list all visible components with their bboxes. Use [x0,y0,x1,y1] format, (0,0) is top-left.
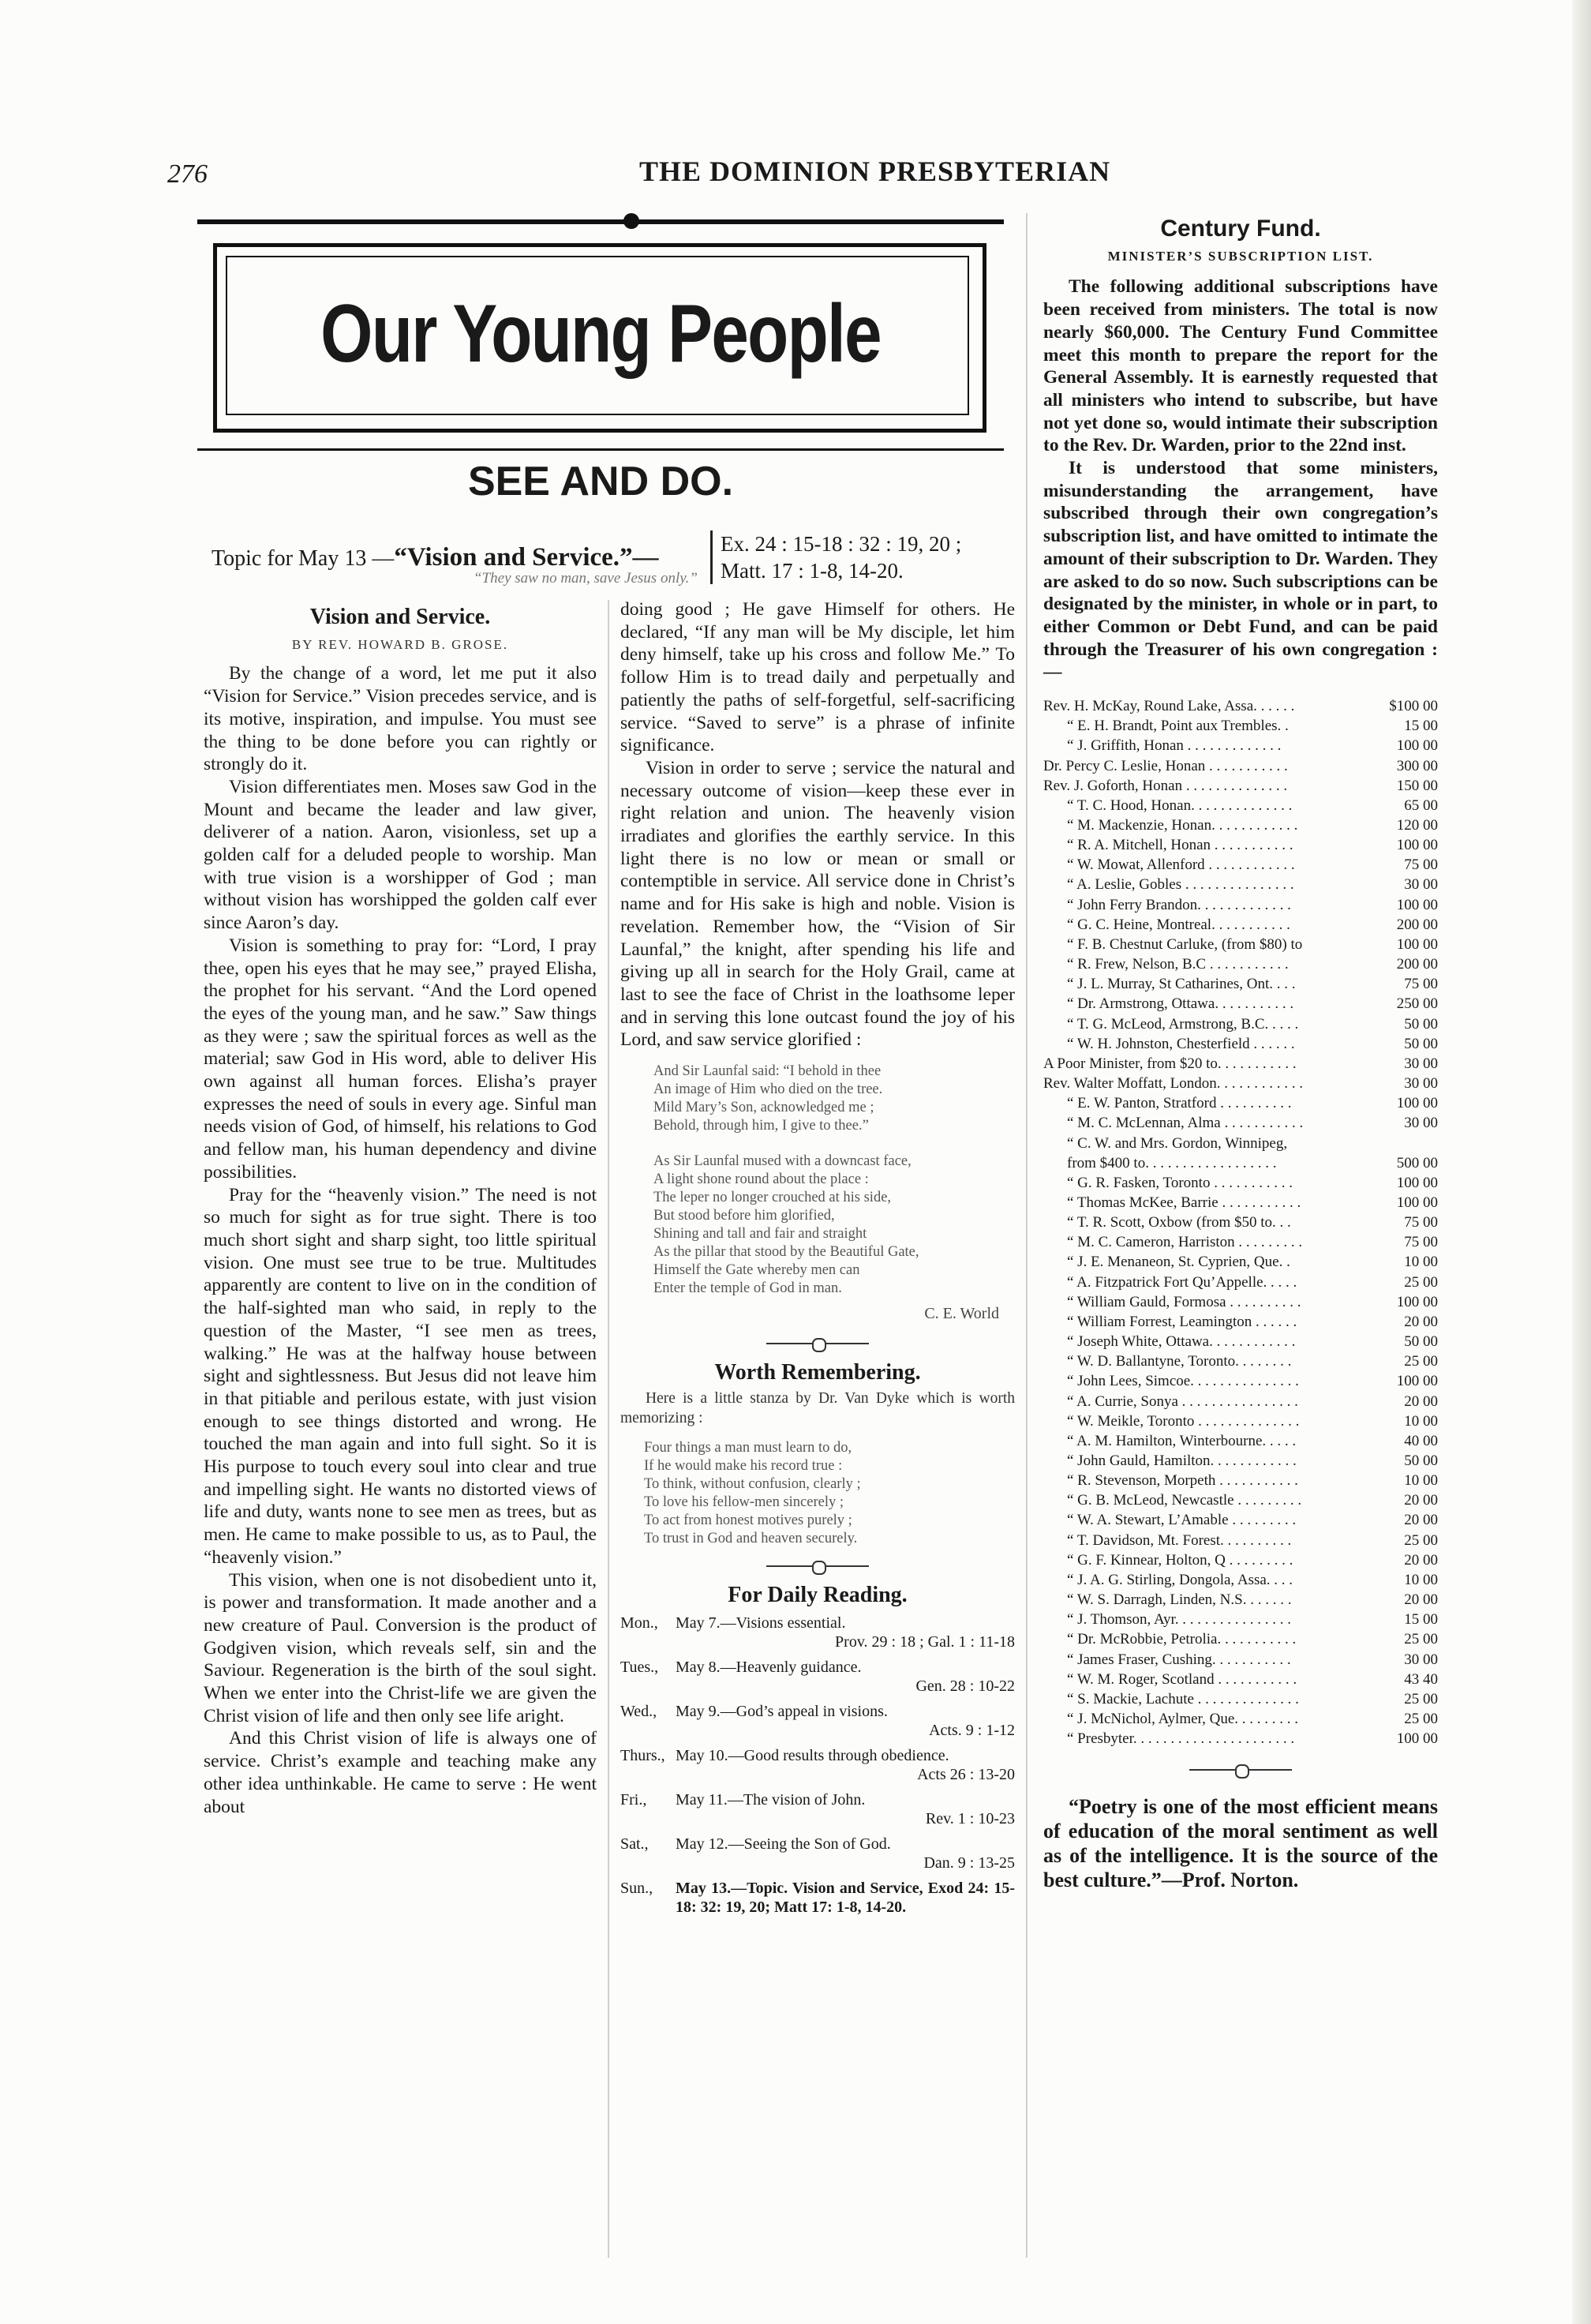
subscription-amount: 25 00 [1404,1690,1438,1707]
subscription-amount: 15 00 [1404,1611,1438,1629]
subscriber-name: “ W. Meikle, Toronto . . . . . . . . . . . . . . [1067,1412,1300,1430]
subscription-amount: 10 00 [1404,1254,1438,1271]
subscription-row [1043,1113,1438,1133]
poem-line: As Sir Launfal mused with a downcast face, [653,1153,912,1170]
reading-body [676,1790,1015,1828]
subscriber-name: “ T. Davidson, Mt. Forest. . . . . . . . . . [1067,1531,1292,1549]
subscriber-name: “ R. Frew, Nelson, B.C . . . . . . . . . . . [1067,956,1289,973]
subscriber-name: “ James Fraser, Cushing. . . . . . . . . . . [1067,1651,1291,1668]
poem-line: To think, without confusion, clearly ; [644,1476,861,1493]
section-divider-ornament [1189,1769,1292,1771]
subscriber-name: “ William Gauld, Formosa . . . . . . . . . . [1067,1293,1301,1310]
subscriber-name: Dr. Percy C. Leslie, Honan . . . . . . . . . . . [1043,757,1288,774]
subscription-amount: 20 00 [1404,1313,1438,1330]
poem-line: To love his fellow-men sincerely ; [644,1494,844,1511]
subscriber-name: “ Thomas McKee, Barrie . . . . . . . . . . . [1067,1194,1301,1211]
subscription-row [1043,1650,1438,1670]
subscription-row [1043,1490,1438,1510]
subscription-amount: 150 00 [1396,777,1438,794]
reading-reference: Acts 26 : 13-20 [917,1766,1015,1784]
subscriber-name: “ J. E. Menaneon, St. Cyprien, Que. . [1067,1254,1290,1271]
subscription-row [1043,1670,1438,1689]
subscriber-name: “ C. W. and Mrs. Gordon, Winnipeg, [1067,1134,1288,1152]
poem-line: And Sir Launfal said: “I behold in thee [653,1063,882,1080]
subscriber-name: “ M. C. McLennan, Alma . . . . . . . . . . . [1067,1115,1304,1132]
poem-line: Behold, through him, I give to thee.” [653,1118,869,1134]
subscriber-name: “ J. A. G. Stirling, Dongola, Assa. . . . [1067,1571,1293,1588]
subscription-amount: 500 00 [1396,1154,1438,1171]
reading-reference: Gen. 28 : 10-22 [915,1677,1015,1696]
subscription-row [1043,1312,1438,1332]
subscription-amount: 20 00 [1404,1512,1438,1529]
subscription-row [1043,1014,1438,1034]
subscription-amount: 50 00 [1404,1333,1438,1351]
subscription-amount: 25 00 [1404,1711,1438,1728]
subscription-row [1043,1729,1438,1749]
reading-text: May 10.—Good results through obedience. [676,1747,949,1765]
banner-top-rule [197,219,1004,224]
reading-body [676,1746,1015,1784]
worth-intro: Here is a little stanza by Dr. Van Dyke which is worth memorizing : [620,1390,1015,1427]
subscriber-name: “ R. Stevenson, Morpeth . . . . . . . . . . . [1067,1472,1298,1490]
subscriber-name: “ W. H. Johnston, Chesterfield . . . . . . [1067,1035,1295,1052]
subscription-row [1043,1689,1438,1709]
poem-line: Enter the temple of God in man. [653,1280,842,1297]
subscription-amount: 200 00 [1396,956,1438,973]
poem-credit: C. E. World [924,1305,999,1323]
subscriber-name: A Poor Minister, from $20 to. . . . . . . . . . . [1043,1055,1297,1072]
subscription-row [1043,915,1438,935]
subscription-row [1043,1252,1438,1272]
subscription-amount: 100 00 [1396,737,1438,755]
poem-stanza-2 [653,1153,1015,1298]
daily-reading-entry [620,1658,1015,1696]
reading-text: May 13.—Topic. Vision and Service, Exod 24: 15-18: 32: 19, 20; Matt 17: 1-8, 14-20. [676,1880,1015,1917]
subscriber-name: Rev. Walter Moffatt, London. . . . . . . . . . . . [1043,1075,1303,1093]
subscription-row [1043,875,1438,894]
topic-title: “Vision and Service.”— [394,543,659,572]
topic-prefix: Topic for May 13 — [212,546,395,571]
banner-ornament [623,213,639,229]
subscriber-name: “ John Ferry Brandon. . . . . . . . . . . . . [1067,896,1291,913]
subscriber-name: “ T. G. McLeod, Armstrong, B.C. . . . . [1067,1015,1299,1033]
subscription-amount: 20 00 [1404,1591,1438,1609]
subscriber-name: “ E. H. Brandt, Point aux Trembles. . [1067,718,1289,735]
subscription-amount: 10 00 [1404,1412,1438,1430]
running-head: THE DOMINION PRESBYTERIAN [639,156,1111,187]
poem-line: An image of Him who died on the tree. [653,1081,883,1098]
subscriber-name: Rev. H. McKay, Round Lake, Assa. . . . . . [1043,698,1295,715]
subscriber-name: “ W. Mowat, Allenford . . . . . . . . . . . . [1067,857,1295,874]
subscriber-name: “ William Forrest, Leamington . . . . . . [1067,1313,1297,1330]
subscription-row [1043,1173,1438,1193]
subscription-amount [1379,1134,1438,1153]
subscriber-name: “ J. Griffith, Honan . . . . . . . . . . . . . [1067,737,1282,755]
subscription-amount: 10 00 [1404,1571,1438,1588]
subscription-row [1043,1629,1438,1649]
subscription-amount: 75 00 [1404,1214,1438,1231]
subscription-row [1043,796,1438,815]
subscriber-name: Rev. J. Goforth, Honan . . . . . . . . . . . . . . [1043,777,1288,794]
article-paragraph: Vision differentiates men. Moses saw God in the Mount and became the leader and law giver, deliverer of a nation. Aaron, visionless, set up a golden calf for a deluded people to worship. Man with true vision is a worshipper of God ; man without vision has worshipped the golden calf ever since Aaron’s day. [204,776,597,934]
subscriber-name: “ G. B. McLeod, Newcastle . . . . . . . . . [1067,1492,1302,1509]
subscriber-name: “ G. F. Kinnear, Holton, Q . . . . . . . . . [1067,1551,1293,1569]
subscription-amount: 50 00 [1404,1452,1438,1469]
poem-line: As the pillar that stood by the Beautiful Gate, [653,1244,919,1261]
subscriber-name: “ Dr. Armstrong, Ottawa. . . . . . . . . . . [1067,995,1294,1013]
subscription-amount: 50 00 [1404,1015,1438,1033]
poem-line: To trust in God and heaven securely. [644,1531,858,1547]
subscription-amount: 100 00 [1396,1174,1438,1191]
poem-line: Himself the Gate whereby men can [653,1262,860,1279]
daily-reading-entry [620,1879,1015,1917]
subscription-amount: 75 00 [1404,976,1438,993]
topic-ref-1: Ex. 24 : 15-18 : 32 : 19, 20 ; [721,532,962,556]
subscription-row [1043,1610,1438,1629]
subscription-amount: 100 00 [1396,1730,1438,1748]
topic-motto: “They saw no man, save Jesus only.” [474,570,698,587]
reading-day: Mon., [620,1614,658,1632]
subscription-row [1043,1709,1438,1729]
poem-line: If he would make his record true : [644,1458,843,1475]
subscription-amount: 200 00 [1396,916,1438,933]
subscription-row [1043,1590,1438,1610]
century-fund-subtitle: MINISTER’S SUBSCRIPTION LIST. [1107,248,1374,264]
article-paragraph: Vision in order to serve ; service the natural and necessary outcome of vision—keep these ever in right relation and union. The heavenly vision irradiates and glorifies the earthly service. In this light there is no low or mean or small or contemptible in service. All service done in Christ’s name and for His sake is high and noble. Vision is revelation. Remember how, the “Vision of Sir Launfal,” the knight, after spending his life and giving up all in search for the Holy Grail, came at last to see the face of Christ in the loathsome leper and in serving this lone outcast found the joy of his Lord, and saw service glorified : [620,757,1015,1051]
reading-body [676,1879,1015,1917]
subscriber-name: “ W. M. Roger, Scotland . . . . . . . . . . . [1067,1670,1297,1688]
subscriber-name: “ John Gauld, Hamilton. . . . . . . . . . . . [1067,1452,1297,1469]
subscription-amount: 100 00 [1396,1194,1438,1211]
banner-bottom-rule [197,448,1004,451]
subscription-amount: 25 00 [1404,1353,1438,1370]
subscriber-name: “ A. Fitzpatrick Fort Qu’Appelle. . . . . [1067,1273,1297,1291]
worth-heading: Worth Remembering. [714,1359,921,1385]
reading-text: May 7.—Visions essential. [676,1614,846,1632]
subscription-amount: 15 00 [1404,718,1438,735]
subscription-amount: 30 00 [1404,1075,1438,1093]
subscriber-name: “ R. A. Mitchell, Honan . . . . . . . . . . . [1067,837,1293,854]
subscription-amount: 100 00 [1396,935,1438,953]
subscription-row [1043,1273,1438,1292]
subscription-row [1043,1510,1438,1530]
reading-body [676,1835,1015,1872]
subscription-row [1043,1451,1438,1471]
subscription-amount: $100 00 [1389,698,1438,715]
subscription-amount: 65 00 [1404,797,1438,814]
subscription-row [1043,1392,1438,1411]
subscription-row [1043,974,1438,994]
subscription-row [1043,1054,1438,1074]
subscription-amount: 120 00 [1396,817,1438,834]
subscription-row [1043,855,1438,875]
article-heading: SEE AND DO. [467,459,734,504]
subscriber-name: “ T. R. Scott, Oxbow (from $50 to. . . [1067,1214,1291,1231]
section-divider-ornament [766,1343,869,1344]
subscription-amount: 100 00 [1396,1293,1438,1310]
article-paragraph: doing good ; He gave Himself for others. He declared, “If any man will be My disciple, let him deny himself, take up his cross and follow Me.” To follow Him is to tread daily and perpetually and patiently the paths of self-forgetful, self-sacrificing service. “Saved to serve” is a phrase of infinite significance. [620,599,1015,756]
subscription-row [1043,1550,1438,1570]
subscription-row [1043,776,1438,796]
subscription-row [1043,696,1438,716]
subscriber-name: “ S. Mackie, Lachute . . . . . . . . . . . . . . [1067,1690,1299,1707]
subscription-amount: 30 00 [1404,876,1438,894]
article-paragraph: This vision, when one is not disobedient unto it, is power and transformation. It made another and a new creature of Paul. Conversion is the product of Godgiven vision, which reveals self, sin and the Saviour. Regeneration is the birth of the soul sight. When we enter into the Christ-life we are given the Christ vision of life and then only see life aright. [204,1569,597,1726]
reading-reference: Rev. 1 : 10-23 [925,1810,1015,1828]
subscriber-name: from $400 to. . . . . . . . . . . . . . . . . . [1067,1154,1277,1171]
topic-ref-2: Matt. 17 : 1-8, 14-20. [721,559,904,583]
reading-reference: Dan. 9 : 13-25 [923,1854,1015,1872]
reading-body [676,1658,1015,1696]
poem-line: To act from honest motives purely ; [644,1512,852,1529]
banner-title: Our Young People [320,288,881,380]
century-fund-paragraph: It is understood that some ministers, misunderstanding the arrangement, have subscribed through their own congregation’s subscription list, and have omitted to intimate the amount of their subscription to Dr. Warden. They are asked to do so now. Such subscriptions can be designated by the minister, in whole or in part, to either Common or Debt Fund, and can be paid through the Treasurer of his own congregation :— [1043,458,1438,683]
daily-reading-entry [620,1790,1015,1828]
subscriber-name: “ J. Thomson, Ayr. . . . . . . . . . . . . . . . [1067,1611,1291,1629]
subscription-amount: 20 00 [1404,1393,1438,1410]
reading-day: Sat., [620,1835,649,1854]
subscription-row [1043,1134,1438,1153]
subscriber-name: “ F. B. Chestnut Carluke, (from $80) to [1067,935,1303,953]
daily-reading-entry [620,1702,1015,1740]
subscriber-name: “ W. S. Darragh, Linden, N.S. . . . . . . [1067,1591,1292,1609]
reading-day: Thurs., [620,1747,665,1765]
poem-line: A light shone round about the place : [653,1171,869,1188]
subscriber-name: “ G. R. Fasken, Toronto . . . . . . . . . . . [1067,1174,1293,1191]
subscription-row [1043,994,1438,1014]
poem-line: But stood before him glorified, [653,1208,835,1224]
article-paragraph: Pray for the “heavenly vision.” The need is not so much for sight as for true sight. There is too much short sight and sharp sight, too little spiritual vision. One must see true to be true. Multitudes apparently are content to live on in the condition of the half-sighted man who said, in reply to the question of the Master, “I see men as trees, walking.” He was at the halfway house between sight and sightlessness. But Jesus did not leave him in that pitiable and perilous estate, with just vision enough to see things distorted and wrong. He touched the man again and into full sight. So it is His purpose to touch every soul into clear and true and impelling sight. He wants no distorted views of life and duty, wants none to see men as trees, but as men. He came to make possible to us, as to Paul, the “heavenly vision.” [204,1184,597,1568]
subscription-row [1043,716,1438,736]
subscriber-name: “ M. Mackenzie, Honan. . . . . . . . . . . . [1067,817,1298,834]
subscription-row [1043,1153,1438,1173]
subscription-amount: 20 00 [1404,1492,1438,1509]
subscription-row [1043,815,1438,835]
subscription-row [1043,1471,1438,1490]
article-byline: BY REV. HOWARD B. GROSE. [291,636,509,652]
reading-text: May 8.—Heavenly guidance. [676,1659,862,1677]
subscriber-name: “ W. D. Ballantyne, Toronto. . . . . . . . [1067,1353,1292,1370]
subscription-amount: 20 00 [1404,1551,1438,1569]
daily-reading-heading: For Daily Reading. [728,1583,908,1608]
subscription-amount: 25 00 [1404,1631,1438,1648]
subscription-row [1043,935,1438,954]
subscription-row [1043,1292,1438,1312]
subscription-row [1043,895,1438,915]
subscriber-name: “ J. McNichol, Aylmer, Que. . . . . . . . . [1067,1711,1299,1728]
reading-day: Fri., [620,1791,647,1809]
article-column-left [204,603,597,1818]
subscription-amount: 300 00 [1396,757,1438,774]
subscriber-name: “ A. M. Hamilton, Winterbourne. . . . . [1067,1432,1297,1449]
poem-line: Mild Mary’s Son, acknowledged me ; [653,1100,874,1116]
poem-line: Four things a man must learn to do, [644,1440,852,1456]
subscription-row [1043,835,1438,855]
subscription-row [1043,1531,1438,1550]
subscription-amount: 30 00 [1404,1055,1438,1072]
topic-lead [212,543,659,572]
subscriber-name: “ A. Currie, Sonya . . . . . . . . . . . . . . . . [1067,1393,1298,1410]
subscription-amount: 25 00 [1404,1273,1438,1291]
reading-text: May 12.—Seeing the Son of God. [676,1835,891,1854]
reading-day: Tues., [620,1659,659,1677]
subscription-amount: 40 00 [1404,1432,1438,1449]
subscription-row [1043,1570,1438,1590]
subscription-row [1043,1034,1438,1054]
poem-line: Shining and tall and fair and straight [653,1226,867,1243]
subscriber-name: “ Dr. McRobbie, Petrolia. . . . . . . . . . . [1067,1631,1297,1648]
subscriber-name: “ G. C. Heine, Montreal. . . . . . . . . . . [1067,916,1290,933]
reading-text: May 11.—The vision of John. [676,1791,866,1809]
subscriber-name: “ Presbyter. . . . . . . . . . . . . . . . . . . . . . [1067,1730,1295,1748]
subscription-amount: 30 00 [1404,1651,1438,1668]
reading-body [676,1702,1015,1740]
subscription-row [1043,1371,1438,1391]
article-subheading: Vision and Service. [309,605,491,629]
subscriber-name: “ J. L. Murray, St Catharines, Ont. . . . [1067,976,1296,993]
closing-quote: “Poetry is one of the most efficient means of education of the moral sentiment as well as of the intelligence. It is the source of the best culture.”—Prof. Norton. [1043,1795,1438,1892]
century-fund-paragraph: The following additional subscriptions have been received from ministers. The total is now nearly $60,000. The Century Fund Committee meet this month to prepare the report for the General Assembly. It is earnestly requested that all ministers who intend to subscribe, but have not yet done so, would intimate their subscription to the Rev. Dr. Warden, prior to the 22nd inst. [1043,276,1438,456]
worth-stanza [644,1439,1015,1548]
subscription-amount: 43 40 [1404,1670,1438,1688]
reading-reference: Prov. 29 : 18 ; Gal. 1 : 11-18 [835,1633,1015,1651]
reading-day: Wed., [620,1703,657,1721]
page-edge [1572,0,1591,2324]
subscription-amount: 75 00 [1404,1234,1438,1251]
century-fund-title: Century Fund. [1160,216,1321,242]
subscription-amount: 75 00 [1404,857,1438,874]
subscription-amount: 250 00 [1396,995,1438,1013]
subscriber-name: “ Joseph White, Ottawa. . . . . . . . . . . . [1067,1333,1296,1351]
daily-reading-entry [620,1835,1015,1872]
subscription-amount: 100 00 [1396,1095,1438,1112]
reading-body [676,1614,1015,1651]
article-paragraph: By the change of a word, let me put it also “Vision for Service.” Vision precedes service, and is its motive, inspiration, and impulse. You must see the thing to be done before you can rightly or strongly do it. [204,663,597,775]
daily-reading-entry [620,1614,1015,1651]
reading-reference: Acts. 9 : 1-12 [929,1722,1015,1740]
subscriber-name: “ M. C. Cameron, Harriston . . . . . . . . . [1067,1234,1303,1251]
section-banner [197,219,1004,464]
subscription-amount: 10 00 [1404,1472,1438,1490]
subscriber-name: “ T. C. Hood, Honan. . . . . . . . . . . . . . [1067,797,1293,814]
subscription-amount: 30 00 [1404,1115,1438,1132]
daily-reading-list [620,1614,1015,1917]
century-fund-column [1043,215,1438,1892]
subscription-row [1043,756,1438,776]
section-divider-ornament [766,1565,869,1567]
subscription-row [1043,1332,1438,1351]
reading-text: May 9.—God’s appeal in visions. [676,1703,888,1721]
subscription-amount: 50 00 [1404,1035,1438,1052]
poem-stanza-1 [653,1063,1015,1135]
subscription-amount: 100 00 [1396,1373,1438,1390]
subscription-list [1043,696,1438,1749]
article-paragraph: And this Christ vision of life is always one of service. Christ’s example and teaching make any other idea unthinkable. He came to serve : He went about [204,1728,597,1817]
subscriber-name: “ A. Leslie, Gobles . . . . . . . . . . . . . . . [1067,876,1294,894]
reading-day: Sun., [620,1880,653,1898]
subscription-row [1043,954,1438,974]
subscriber-name: “ John Lees, Simcoe. . . . . . . . . . . . . . . [1067,1373,1299,1390]
subscription-row [1043,1431,1438,1451]
column-rule [1026,213,1028,2258]
page-number: 276 [167,159,208,189]
subscription-row [1043,1232,1438,1252]
subscription-row [1043,1411,1438,1431]
topic-references [710,530,961,584]
column-rule [608,600,609,2258]
subscription-amount: 100 00 [1396,896,1438,913]
subscription-row [1043,1093,1438,1113]
subscriber-name: “ E. W. Panton, Stratford . . . . . . . . . . [1067,1095,1292,1112]
subscriber-name: “ W. A. Stewart, L’Amable . . . . . . . . . [1067,1512,1297,1529]
subscription-row [1043,1074,1438,1093]
subscription-row [1043,736,1438,755]
subscription-row [1043,1213,1438,1232]
daily-reading-entry [620,1746,1015,1784]
subscription-row [1043,1193,1438,1213]
subscription-amount: 25 00 [1404,1531,1438,1549]
subscription-row [1043,1351,1438,1371]
subscription-amount: 100 00 [1396,837,1438,854]
poem-line: The leper no longer crouched at his side, [653,1190,892,1206]
article-column-middle [620,598,1015,1917]
article-paragraph: Vision is something to pray for: “Lord, I pray thee, open his eyes that he may see,” prayed Elisha, the prophet for his servant. “And the Lord opened the eyes of the young man, and he saw.” Saw things as they were ; saw the spiritual forces as well as the material; saw God in His word, able to deliver His own against all human forces. Elisha’s prayer expresses the need of souls in every age. Sinful man needs vision of God, of himself, his relations to God and fellow man, his human dependency and divine possibilities. [204,935,597,1183]
